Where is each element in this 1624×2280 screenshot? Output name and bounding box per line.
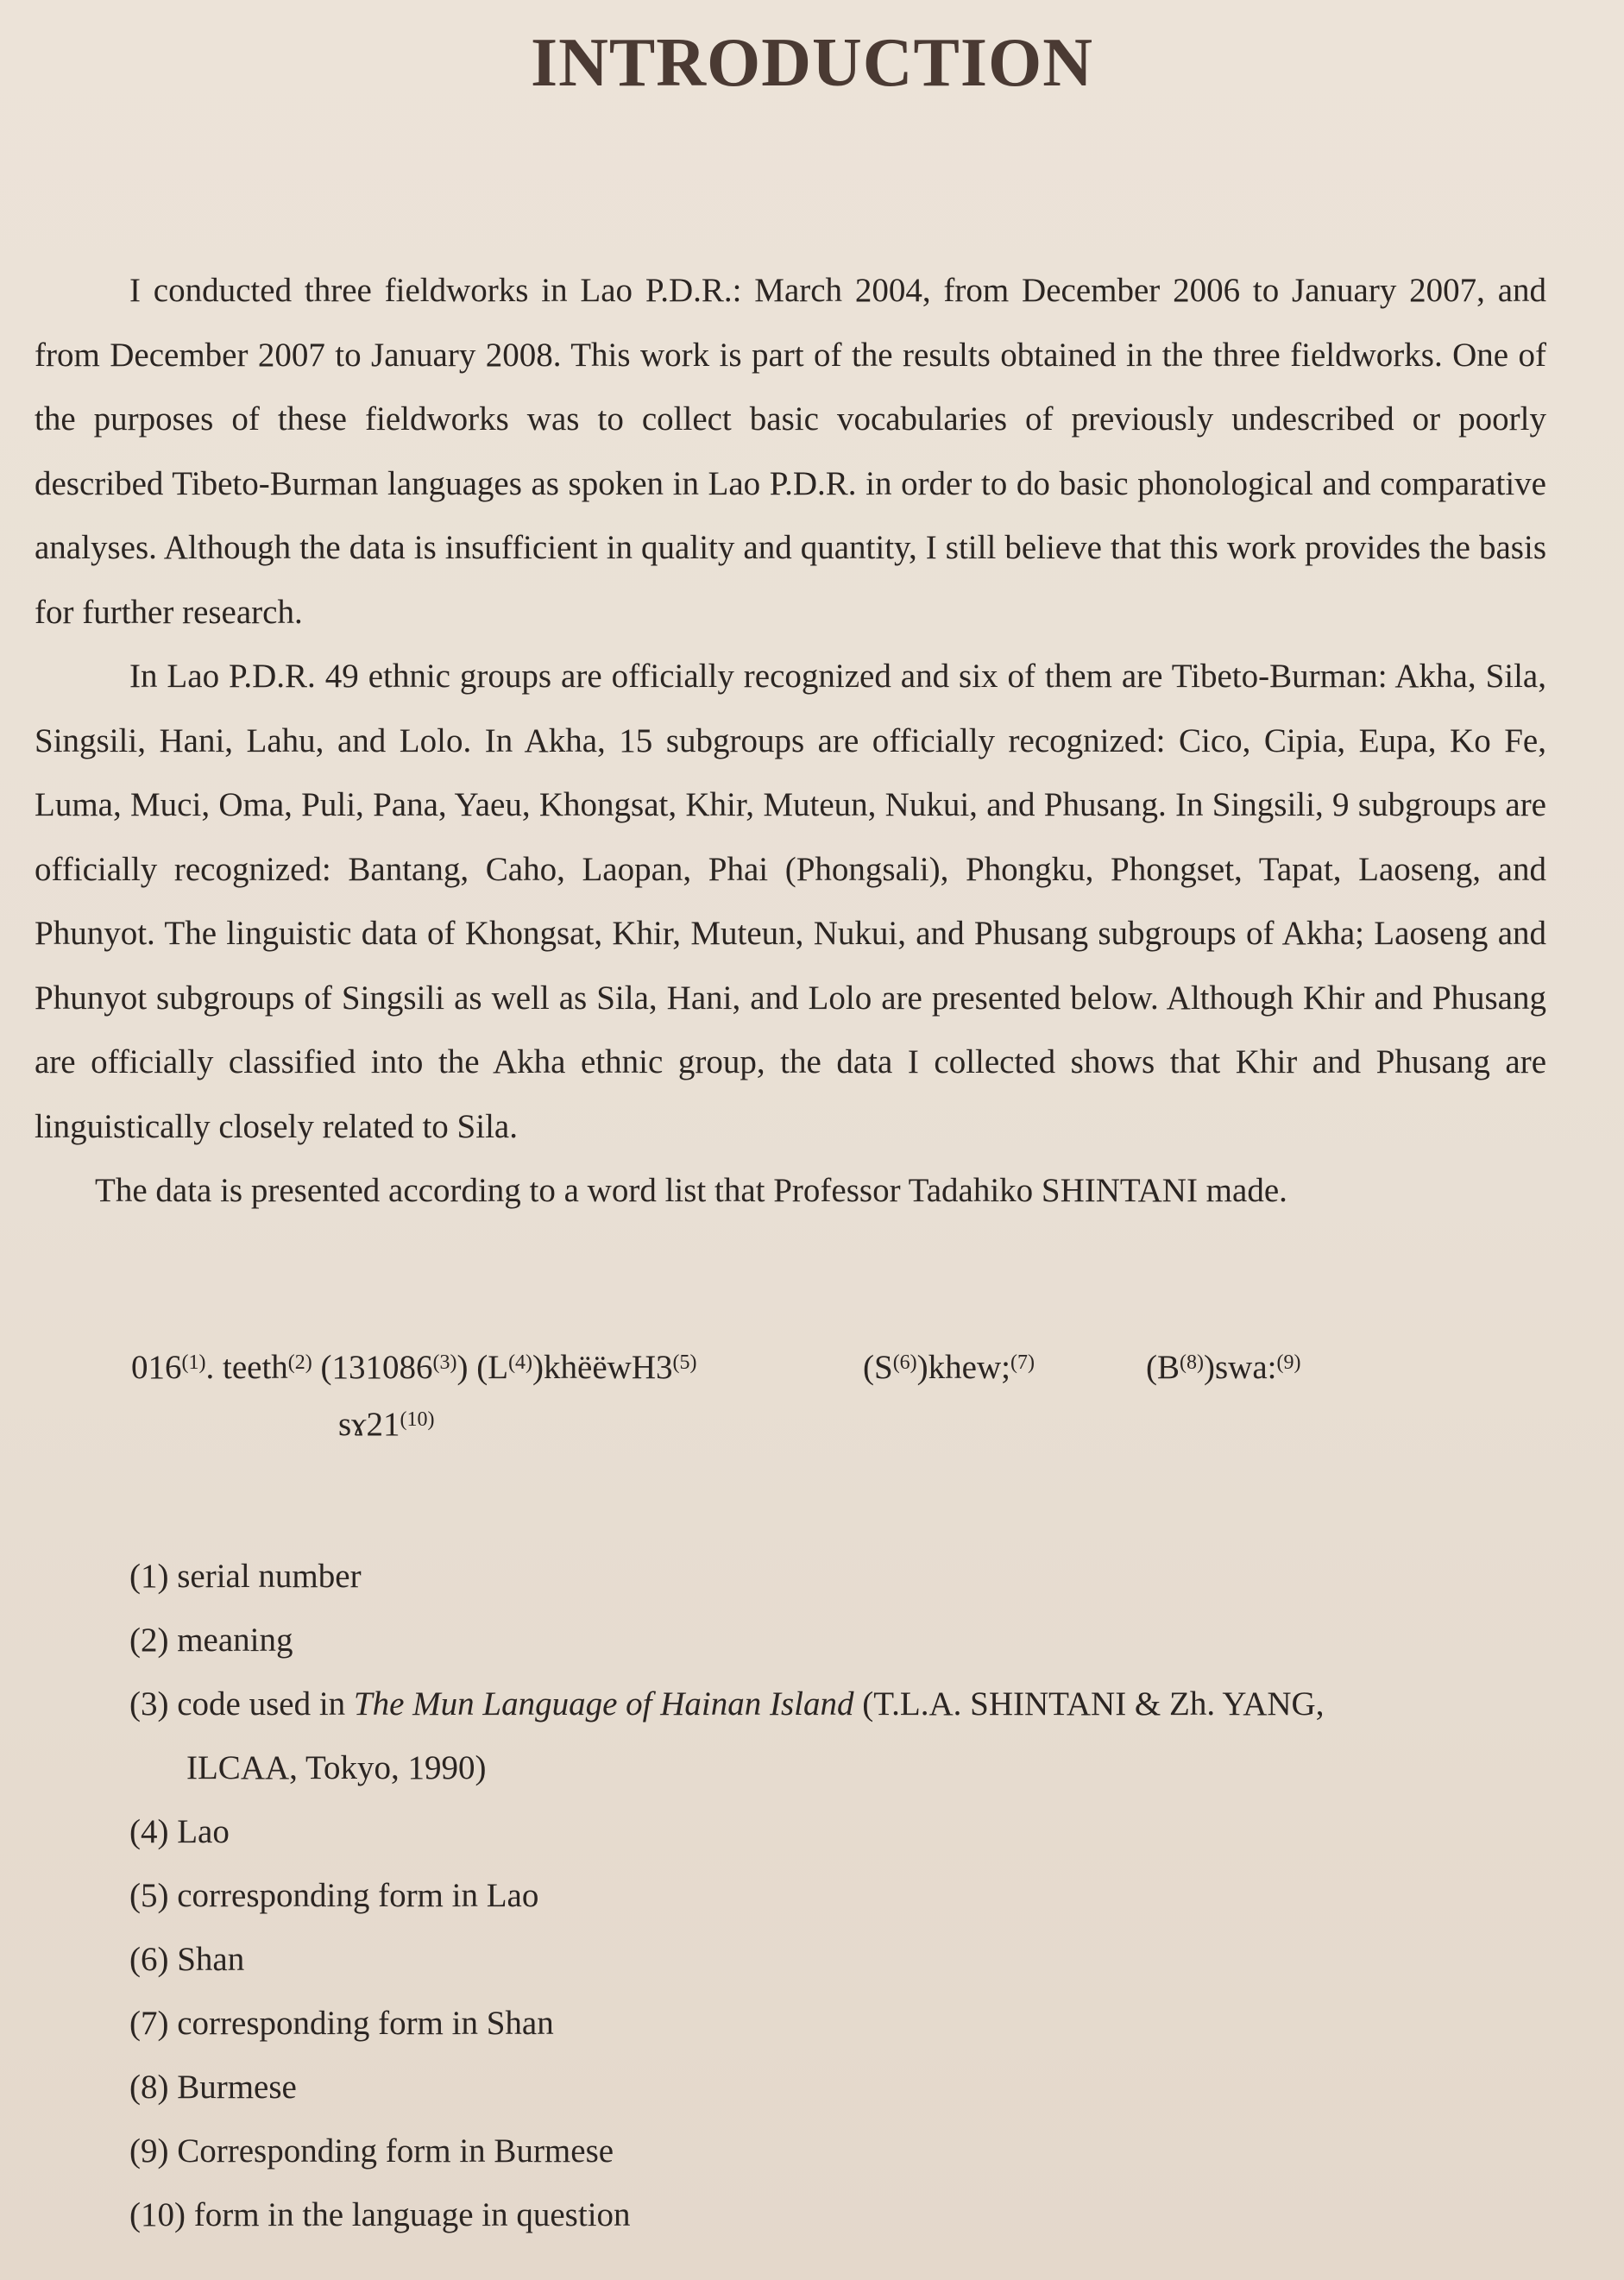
legend-list (129, 1545, 1545, 2247)
book-title: The Mun Language of Hainan Island (353, 1685, 854, 1723)
legend-item: (5) corresponding form in Lao (129, 1877, 539, 1914)
example-serial-meaning-code: 016$^{(1)}$. teeth$^{(2)}$ (131086$^{(3)}$) $(L^{(4)})khëëwH3^{(5)}$ (131, 1349, 697, 1386)
example-target-form: sɤ21$^{(10)}$ (338, 1406, 435, 1443)
legend-item: (1) serial number (129, 1558, 362, 1595)
legend-item: (4) Lao (129, 1813, 230, 1850)
example-burmese: $(B^{(8)})swa:^{(9)}$ (1146, 1349, 1301, 1386)
legend-item: (3) code used in The Mun Language of Hainan Island (T.L.A. SHINTANI & Zh. YANG, ILCAA, Tokyo, 1990) (129, 1685, 1325, 1786)
paragraph-ethnic-groups: In Lao P.D.R. 49 ethnic groups are officially recognized and six of them are Tibeto-Burman: Akha, Sila, Singsili, Hani, Lahu, and Lolo. In Akha, 15 subgroups are officially recognized: Cico, Cipia, Eupa, Ko Fe, Luma, Muci, Oma, Puli, Pana, Yaeu, Khongsat, Khir, Muteun, Nukui, and Phusang. In Singsili, 9 subgroups are officially recognized: Bantang, Caho, Laopan, Phai (Phongsali), Phongku, Phongset, Tapat, Laoseng, and Phunyot. The linguistic data of Khongsat, Khir, Muteun, Nukui, and Phusang subgroups of Akha; Laoseng and Phunyot subgroups of Singsili as well as Sila, Hani, and Lolo are presented below. Although Khir and Phusang are officially classified into the Akha ethnic group, the data I collected shows that Khir and Phusang are linguistically closely related to Sila. (35, 658, 1546, 1145)
legend-item: (10) form in the language in question (129, 2196, 631, 2233)
legend-item: (9) Corresponding form in Burmese (129, 2132, 614, 2170)
introduction-body (35, 259, 1546, 1224)
paragraph-fieldworks: I conducted three fieldworks in Lao P.D.R.: March 2004, from December 2006 to January 2007, and from December 2007 to January 2008. This work is part of the results obtained in the three fieldworks. One of the purposes of these fieldworks was to collect basic vocabularies of previously undescribed or poorly described Tibeto-Burman languages as spoken in Lao P.D.R. in order to do basic phonological and comparative analyses. Although the data is insufficient in quality and quantity, I still believe that this work provides the basis for further research. (35, 272, 1546, 631)
legend-item: (2) meaning (129, 1622, 293, 1659)
legend-item: (6) Shan (129, 1941, 245, 1978)
page-title: INTRODUCTION (530, 25, 1094, 101)
legend-item: (7) corresponding form in Shan (129, 2005, 554, 2042)
example-shan: $(S^{(6)})khew;^{(7)}$ (863, 1349, 1035, 1386)
legend-item: (8) Burmese (129, 2069, 297, 2106)
paragraph-word-list: The data is presented according to a word list that Professor Tadahiko SHINTANI made. (95, 1172, 1287, 1209)
